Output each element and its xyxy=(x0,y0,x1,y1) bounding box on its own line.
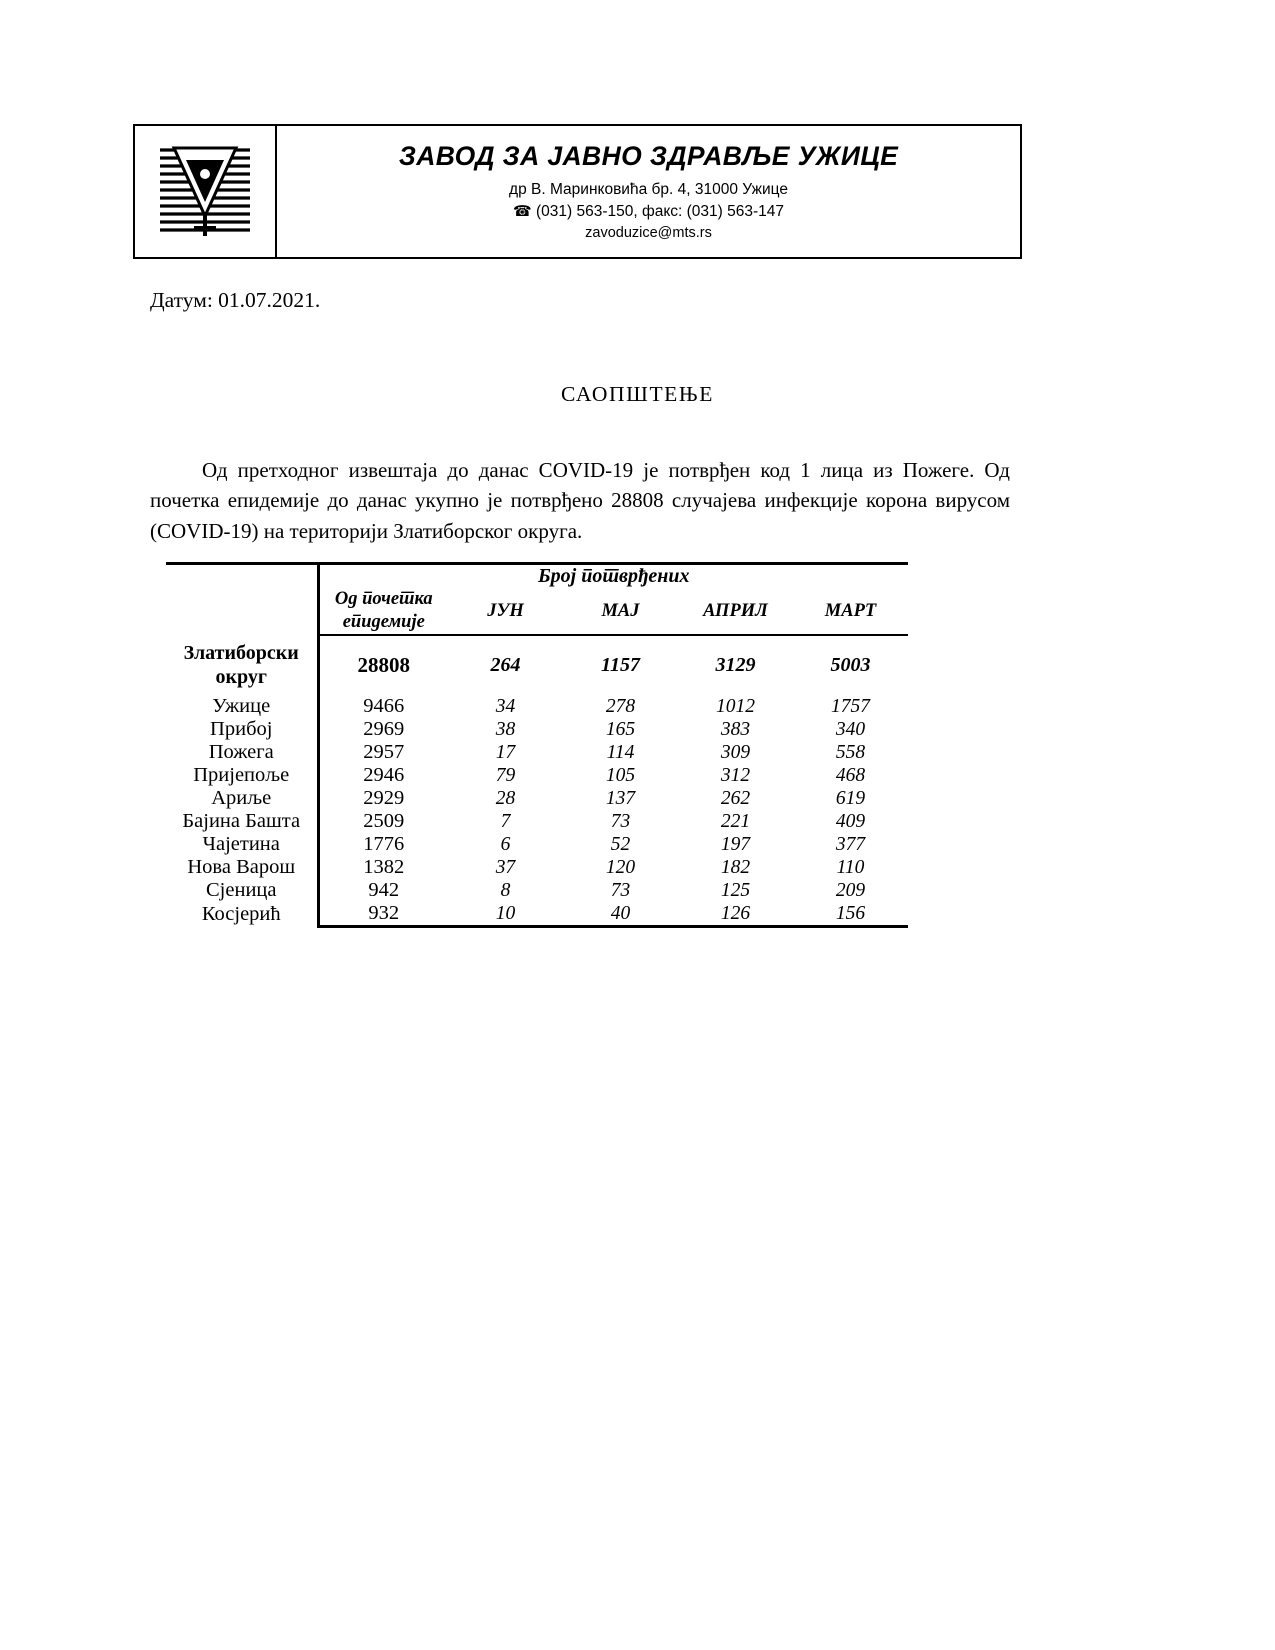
cell-total: 9466 xyxy=(318,695,448,718)
cell-mart: 619 xyxy=(835,787,866,809)
cell-april: 3129 xyxy=(715,654,756,677)
cell-jun: 79 xyxy=(495,764,516,786)
table-row xyxy=(166,764,908,787)
cell-total: 1382 xyxy=(318,856,448,879)
cell-april: 126 xyxy=(678,902,793,927)
table-row xyxy=(166,695,908,718)
cell-total: 2929 xyxy=(318,787,448,810)
cell-april: 312 xyxy=(720,764,751,786)
cell-mart: 110 xyxy=(836,856,865,878)
cell-mart: 209 xyxy=(835,879,866,901)
cell-april: 262 xyxy=(720,787,751,809)
table-row xyxy=(166,833,908,856)
table-row xyxy=(166,879,908,902)
organization-email: zavoduzice@mts.rs xyxy=(585,224,712,241)
cell-jun: 7 xyxy=(500,810,511,832)
row-label: Нова Варош xyxy=(187,856,296,879)
cell-april: 221 xyxy=(720,810,751,832)
cell-maj: 278 xyxy=(605,695,636,717)
cell-total: 942 xyxy=(318,879,448,902)
table-header-group-row xyxy=(166,564,908,589)
body-paragraph: Од претходног извештаја до данас COVID-19 је потврђен код 1 лица из Пожеге. Од почетка епидемије до данас укупно је потврђено 28808 случајева инфекције корона вирусом (COVID-19) на територији Златиборског округа. xyxy=(150,458,1010,543)
table-row xyxy=(166,810,908,833)
column-header-maj: МАЈ xyxy=(601,600,640,621)
page-title: САОПШТЕЊЕ xyxy=(560,382,715,406)
cell-mart: 5003 xyxy=(830,654,871,677)
cell-total: 2957 xyxy=(318,741,448,764)
header-empty-cell xyxy=(166,588,318,634)
row-label: Чајетина xyxy=(202,833,280,856)
cell-jun: 8 xyxy=(500,879,511,901)
cell-jun: 10 xyxy=(448,902,563,927)
statistics-table xyxy=(166,562,908,928)
row-label: Ужице xyxy=(212,695,271,718)
letterhead-text xyxy=(277,126,1020,257)
column-header-total: Од почетка епидемије xyxy=(318,588,448,634)
row-label: Пријепоље xyxy=(193,764,290,787)
letterhead xyxy=(133,124,1022,259)
cell-april: 1012 xyxy=(716,695,755,717)
table-row xyxy=(166,902,908,927)
cell-jun: 37 xyxy=(495,856,516,878)
table-row xyxy=(166,718,908,741)
cell-maj: 73 xyxy=(610,879,631,901)
cell-mart: 558 xyxy=(835,741,866,763)
table-row xyxy=(166,635,908,695)
organization-phone-line xyxy=(513,201,784,223)
cell-maj: 120 xyxy=(605,856,636,878)
row-label: Косјерић xyxy=(201,903,281,925)
cell-jun: 34 xyxy=(495,695,516,717)
cell-jun: 17 xyxy=(495,741,516,763)
organization-title: ЗАВОД ЗА ЈАВНО ЗДРАВЉЕ УЖИЦЕ xyxy=(398,140,899,171)
cell-maj: 1157 xyxy=(601,654,640,677)
cell-maj: 114 xyxy=(606,741,635,763)
cell-mart: 1757 xyxy=(831,695,870,717)
cell-total: 2509 xyxy=(318,810,448,833)
cell-maj: 105 xyxy=(605,764,636,786)
organization-phone: (031) 563-150, факс: (031) 563-147 xyxy=(535,202,785,220)
cell-april: 125 xyxy=(720,879,751,901)
cell-april: 182 xyxy=(720,856,751,878)
cell-jun: 264 xyxy=(490,654,521,677)
cell-maj: 40 xyxy=(563,902,678,927)
institute-emblem-icon xyxy=(156,144,254,239)
logo-cell xyxy=(135,126,277,257)
cell-total: 28808 xyxy=(318,635,448,695)
table-column-header-row xyxy=(166,588,908,634)
cell-april: 309 xyxy=(720,741,751,763)
cell-maj: 165 xyxy=(605,718,636,740)
cell-maj: 73 xyxy=(610,810,631,832)
row-label: Сјеница xyxy=(206,879,277,902)
cell-mart: 340 xyxy=(835,718,866,740)
cell-april: 383 xyxy=(720,718,751,740)
document-date: Датум: 01.07.2021. xyxy=(150,288,321,312)
cell-jun: 6 xyxy=(500,833,511,855)
cell-total: 2969 xyxy=(318,718,448,741)
cell-mart: 409 xyxy=(835,810,866,832)
table-row xyxy=(166,787,908,810)
row-label: Ариље xyxy=(211,787,272,810)
row-label: Пожега xyxy=(208,741,274,764)
row-label: Златиборски округ xyxy=(183,642,299,689)
row-label: Бајина Башта xyxy=(182,810,301,833)
column-header-jun: ЈУН xyxy=(487,600,524,621)
cell-total: 2946 xyxy=(318,764,448,787)
cell-april: 197 xyxy=(720,833,751,855)
table-row xyxy=(166,856,908,879)
column-header-mart: МАРТ xyxy=(824,600,877,621)
table-row xyxy=(166,741,908,764)
header-corner-cell xyxy=(166,564,318,589)
cell-maj: 137 xyxy=(605,787,636,809)
organization-address: др В. Маринковића бр. 4, 31000 Ужице xyxy=(509,180,788,198)
cell-mart: 156 xyxy=(793,902,908,927)
row-label: Прибој xyxy=(210,718,273,741)
cell-mart: 468 xyxy=(835,764,866,786)
column-header-april: АПРИЛ xyxy=(703,600,768,621)
table-group-header: Број потврђених xyxy=(318,564,908,589)
cell-total: 1776 xyxy=(318,833,448,856)
cell-total: 932 xyxy=(318,902,448,927)
cell-mart: 377 xyxy=(835,833,866,855)
cell-maj: 52 xyxy=(610,833,631,855)
cell-jun: 38 xyxy=(495,718,516,740)
cell-jun: 28 xyxy=(495,787,516,809)
telephone-icon: ☎ xyxy=(512,202,532,220)
